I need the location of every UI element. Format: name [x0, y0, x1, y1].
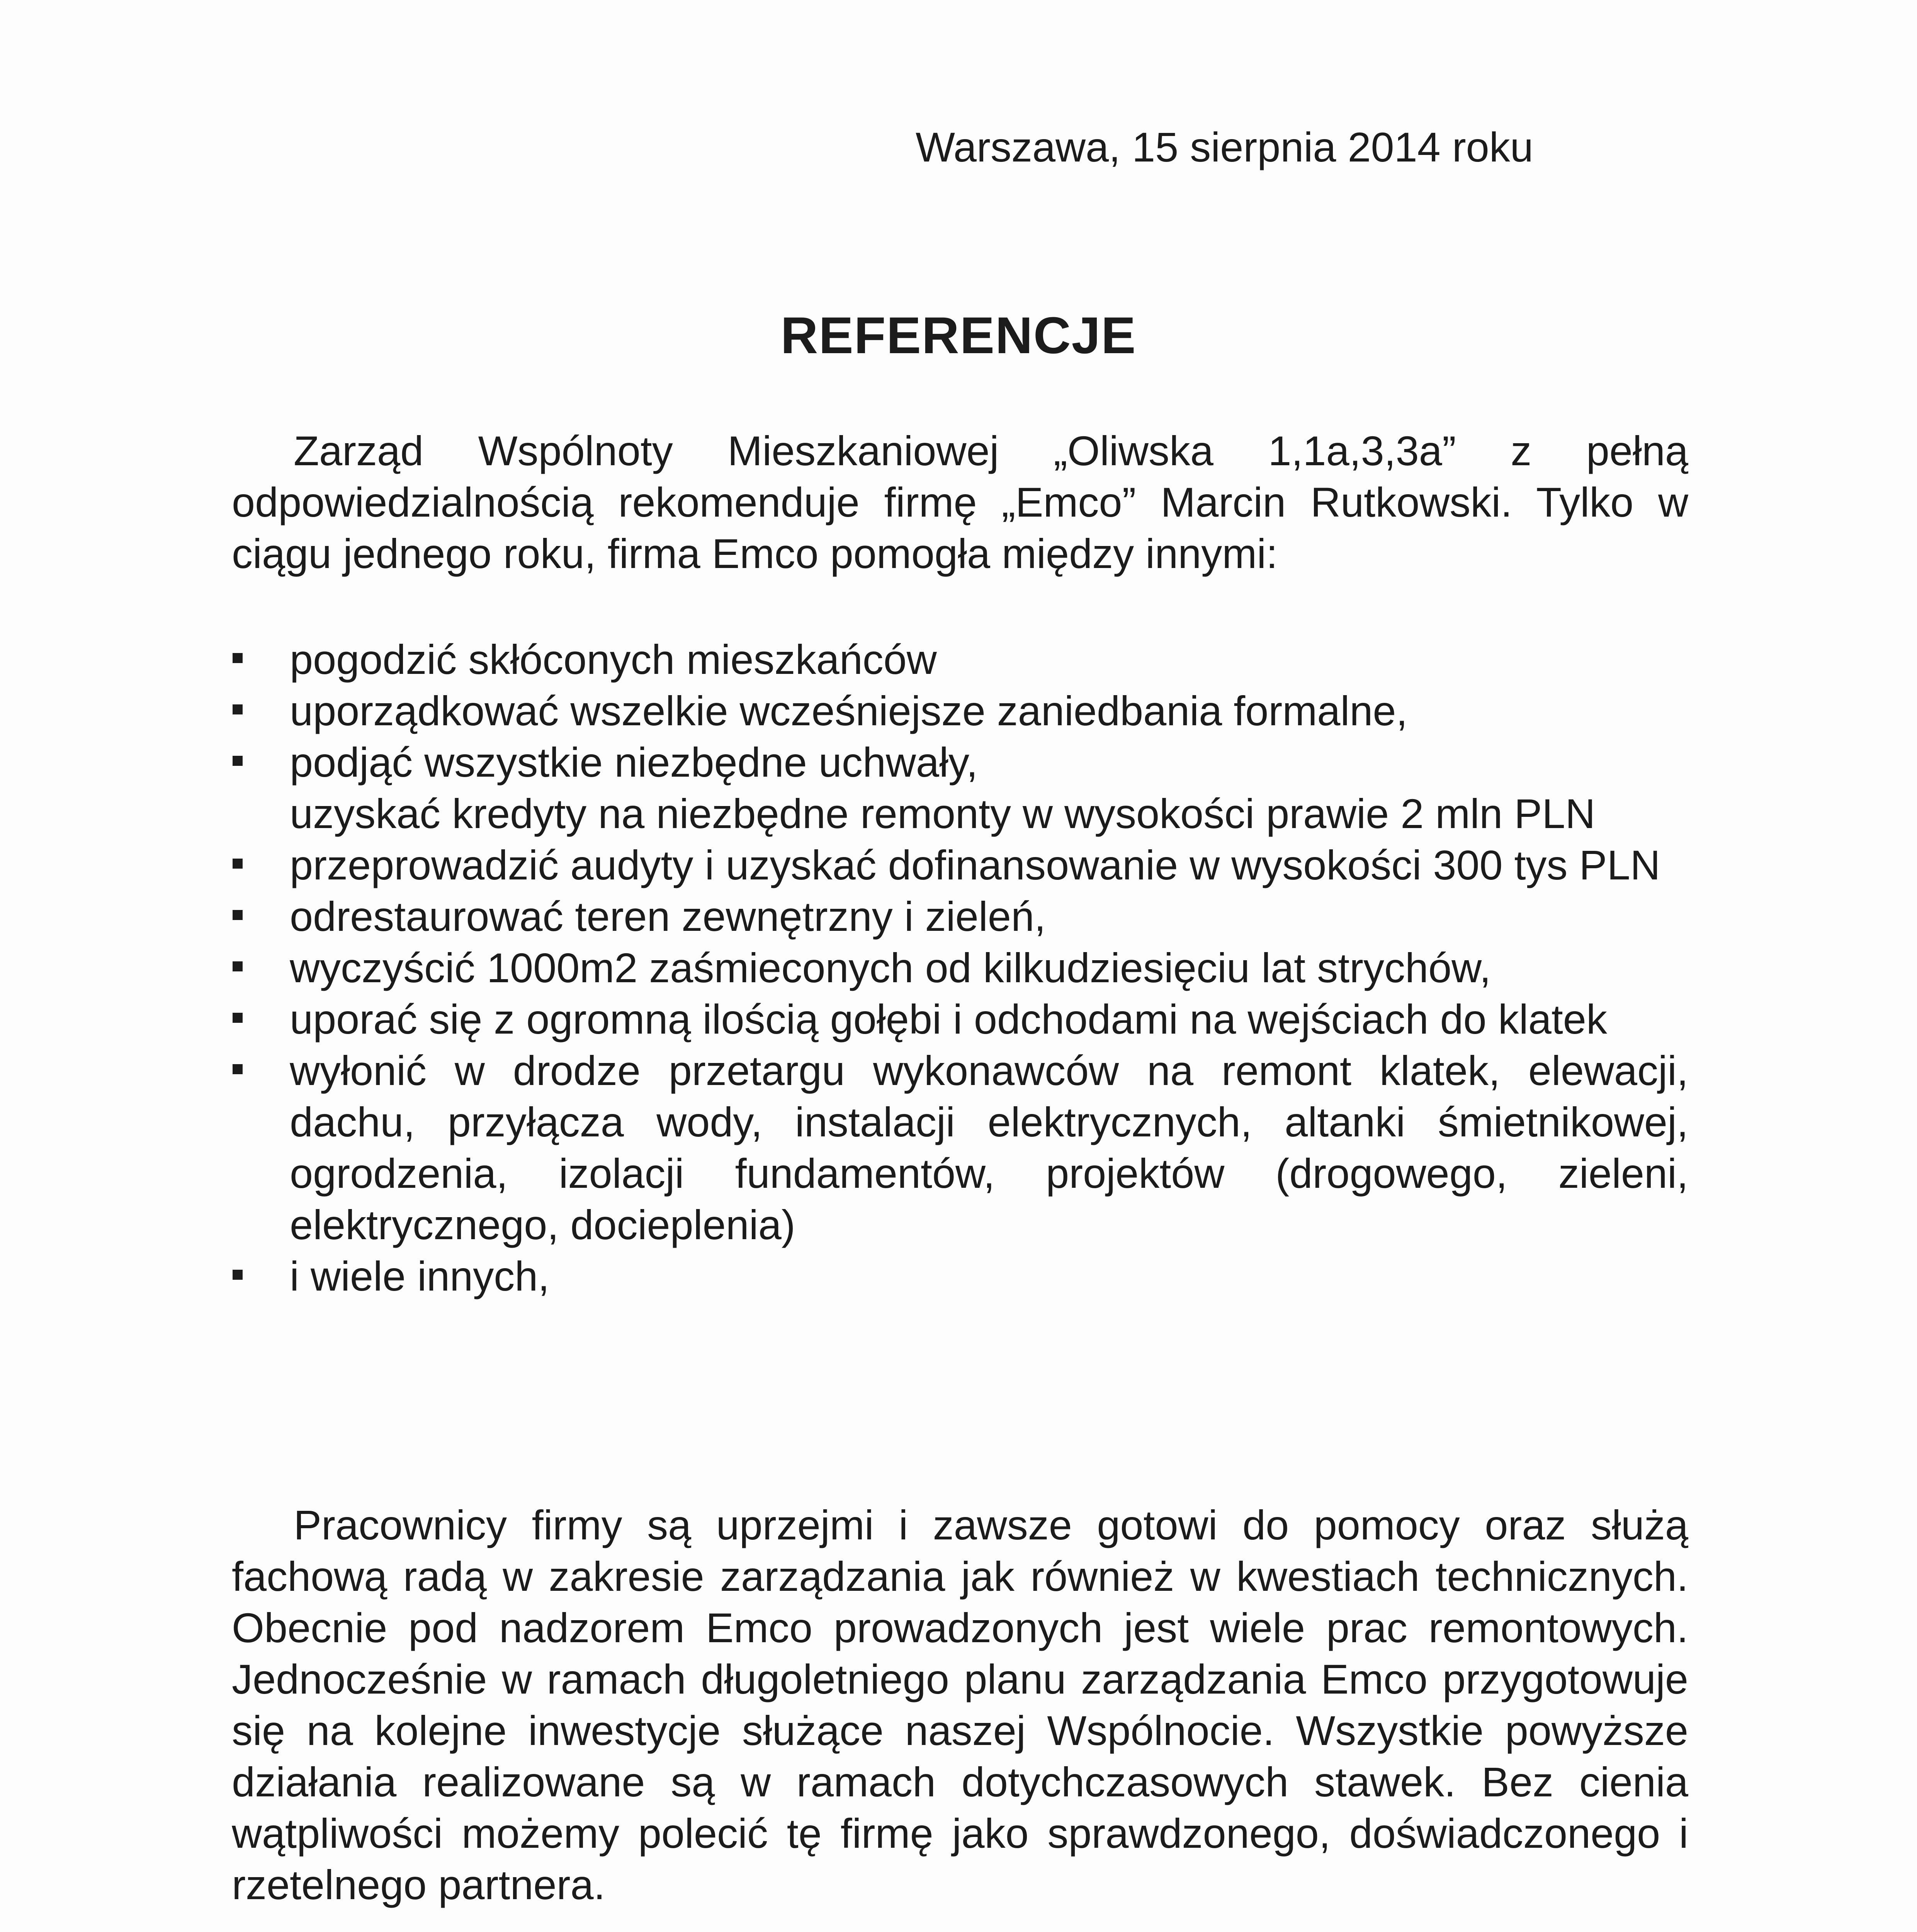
- list-item: przeprowadzić audyty i uzyskać dofinansowanie w wysokości 300 tys PLN: [232, 839, 1688, 891]
- list-item: uporać się z ogromną ilością gołębi i odchodami na wejściach do klatek: [232, 993, 1688, 1045]
- list-item: uzyskać kredyty na niezbędne remonty w wysokości prawie 2 mln PLN: [290, 790, 1596, 837]
- document-title: REFERENCJE: [780, 307, 1137, 364]
- closing-paragraph: Pracownicy firmy są uprzejmi i zawsze gotowi do pomocy oraz służą fachową radą w zakresie zarządzania jak również w kwestiach technicznych. Obecnie pod nadzorem Emco prowadzonych jest wiele prac remontowych. Jednocześnie w ramach długoletniego planu zarządzania Emco przygotowuje się na kolejne inwestycje służące naszej Wspólnocie. Wszystkie powyższe działania realizowane są w ramach dotychczasowych stawek. Bez cienia wątpliwości możemy polecić tę firmę jako sprawdzonego, doświadczonego i rzetelnego partnera.: [232, 1502, 1688, 1908]
- list-item: pogodzić skłóconych mieszkańców: [232, 634, 1688, 685]
- list-item: i wiele innych,: [232, 1250, 1688, 1302]
- date-line: Warszawa, 15 sierpnia 2014 roku: [916, 124, 1533, 170]
- list-item: podjąć wszystkie niezbędne uchwały,: [232, 736, 1688, 788]
- intro-paragraph: Zarząd Wspólnoty Mieszkaniowej „Oliwska 1,1a,3,3a” z pełną odpowiedzialnością rekomenduje firmę „Emco” Marcin Rutkowski. Tylko w ciągu jednego roku, firma Emco pomogła między innymi:: [232, 427, 1688, 577]
- list-item: odrestaurować teren zewnętrzny i zieleń,: [232, 891, 1688, 942]
- list-item: wyłonić w drodze przetargu wykonawców na remont klatek, elewacji, dachu, przyłącza wody, instalacji elektrycznych, altanki śmietnikowej, ogrodzenia, izolacji fundamentów, projektów (drogowego, zieleni, elektrycznego, docieplenia): [232, 1045, 1688, 1250]
- list-item: wyczyścić 1000m2 zaśmieconych od kilkudziesięciu lat strychów,: [232, 942, 1688, 993]
- list-item: uporządkować wszelkie wcześniejsze zaniedbania formalne,: [232, 685, 1688, 736]
